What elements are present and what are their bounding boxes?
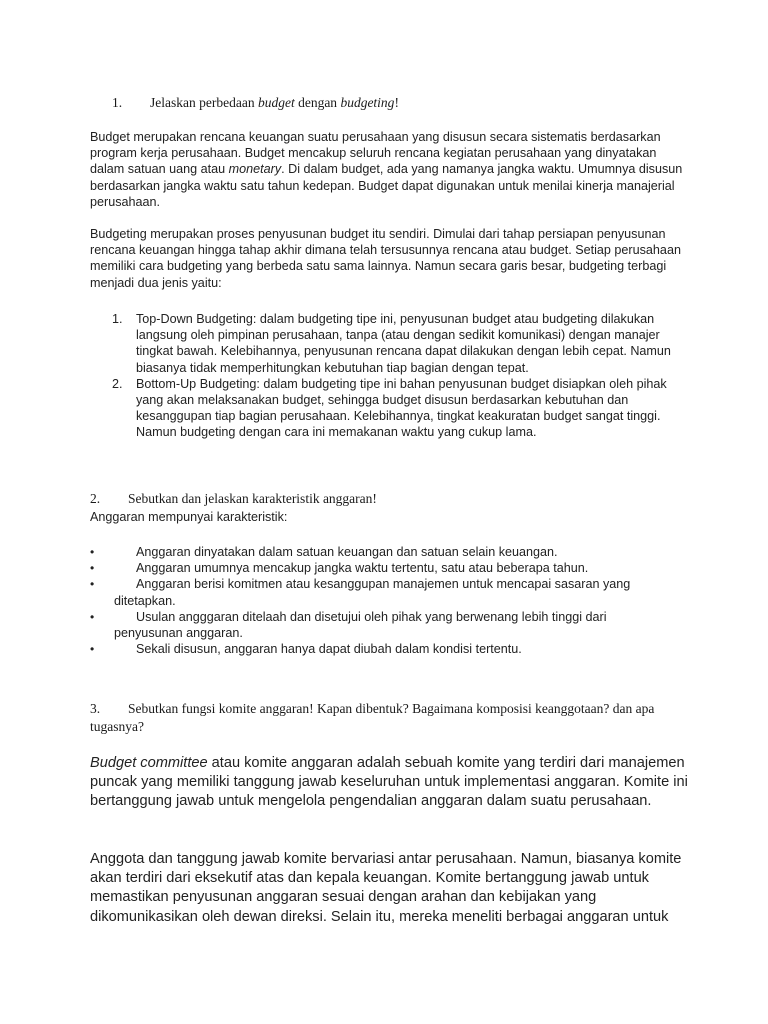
list-item-text: Usulan angggaran ditelaah dan disetujui oleh pihak yang berwenang lebih tinggi dari: [136, 609, 607, 624]
list-item: [90, 641, 690, 657]
bullet-icon: •: [90, 561, 95, 576]
question-3-number: 3.: [90, 701, 101, 716]
list-item-text: Bottom-Up Budgeting: dalam budgeting tipe ini bahan penyusunan budget disiapkan oleh pihak yang akan melaksanakan budget, sehingga budget disusun berdasarkan kebutuhan dan kesanggupan tiap bagian perusahaan. Kelebihannya, tingkat keakuratan budget sangat tinggi. Namun budgeting dengan cara ini memakanan waktu yang cukup lama.: [136, 376, 667, 440]
list-item-continuation: penyusunan anggaran.: [114, 626, 243, 641]
question-3-heading: [90, 700, 690, 736]
list-item-text: Sekali disusun, anggaran hanya dapat diubah dalam kondisi tertentu.: [136, 642, 522, 657]
list-item: [90, 544, 690, 560]
para1-c: . Di dalam budget, ada yang namanya jangka waktu. Umumnya disusun berdasarkan jangka waktu satu tahun kedepan. Budget dapat digunakan untuk menilai kinerja manajerial perusahaan.: [90, 162, 683, 209]
list-item: [90, 560, 690, 576]
list-item-continuation: ditetapkan.: [114, 593, 176, 608]
question-1-text-b: budget: [257, 95, 295, 110]
question-1-number: 1.: [112, 95, 123, 110]
question-1-heading: [112, 95, 399, 111]
question-3-text: Sebutkan fungsi komite anggaran! Kapan dibentuk? Bagaimana komposisi keanggotaan? dan apa tugasnya?: [90, 701, 655, 734]
characteristics-list: [90, 544, 690, 657]
budgeting-types-list: [112, 311, 692, 441]
question-1-text-a: Jelaskan perbedaan: [150, 95, 258, 110]
list-item: [90, 609, 690, 625]
list-item: [90, 576, 690, 592]
question-2-text: Sebutkan dan jelaskan karakteristik anggaran!: [128, 491, 377, 506]
bullet-icon: •: [90, 642, 95, 657]
para3-a: Budget committee: [90, 755, 208, 771]
budget-definition-paragraph: [90, 129, 690, 210]
bullet-icon: •: [90, 545, 95, 559]
para3-b: atau komite anggaran adalah sebuah komite yang terdiri dari manajemen puncak yang memiliki tanggung jawab keseluruhan untuk implementasi anggaran. Komite ini bertanggung jawab untuk mengelola pengendalian anggaran dalam suatu perusahaan.: [90, 755, 688, 810]
list-item: [112, 376, 692, 441]
question-2-number: 2.: [90, 491, 101, 506]
characteristics-lead: Anggaran mempunyai karakteristik:: [90, 510, 288, 524]
question-2-heading: [90, 491, 377, 507]
list-item-text: Anggaran dinyatakan dalam satuan keuangan dan satuan selain keuangan.: [136, 545, 558, 559]
question-1-text-d: budgeting: [340, 95, 395, 110]
budget-committee-paragraph: [90, 754, 690, 812]
question-1-text-e: !: [394, 95, 399, 110]
bullet-icon: •: [90, 609, 95, 624]
list-item-number: 1.: [112, 312, 123, 326]
committee-members-paragraph: Anggota dan tanggung jawab komite bervariasi antar perusahaan. Namun, biasanya komite akan terdiri dari eksekutif atas dan kepala keuangan. Komite bertanggung jawab untuk memastikan penyusunan anggaran sesuai dengan arahan dan kebijakan yang dikomunikasikan oleh dewan direksi. Selain itu, mereka meneliti berbagai anggaran untuk: [90, 851, 682, 925]
budgeting-definition-paragraph: Budgeting merupakan proses penyusunan budget itu sendiri. Dimulai dari tahap persiapan penyusunan rencana keuangan hingga tahap akhir dimana telah tersusunnya rencana atau budget. Setiap perusahaan memiliki cara budgeting yang berbeda satu sama lainnya. Namun secara garis besar, budgeting terbagi menjadi dua jenis yaitu:: [90, 227, 681, 290]
para1-a: Budget merupakan rencana keuangan suatu perusahaan yang disusun secara sistematis berdasarkan program kerja perusahaan. Budget mencakup seluruh rencana kegiatan perusahaan yang dinyatakan dalam satuan uang atau: [90, 130, 661, 177]
para1-b: monetary: [228, 162, 282, 177]
list-item-text: Anggaran umumnya mencakup jangka waktu tertentu, satu atau beberapa tahun.: [136, 561, 589, 576]
list-item-text: Anggaran berisi komitmen atau kesanggupan manajemen untuk mencapai sasaran yang: [136, 577, 631, 592]
list-item-text: Top-Down Budgeting: dalam budgeting tipe ini, penyusunan budget atau budgeting dilakukan langsung oleh pimpinan perusahaan, tanpa (atau dengan sedikit komunikasi) dengan manajer tingkat bawah. Kelebihannya, penyusunan rencana dapat dilakukan dengan lebih cepat. Namun biasanya tidak memperhitungkan kebutuhan tiap bagian dengan tepat.: [136, 312, 671, 375]
list-item-number: 2.: [112, 376, 123, 391]
question-1-text-c: dengan: [294, 95, 341, 110]
list-item: [112, 311, 692, 376]
bullet-icon: •: [90, 577, 95, 592]
